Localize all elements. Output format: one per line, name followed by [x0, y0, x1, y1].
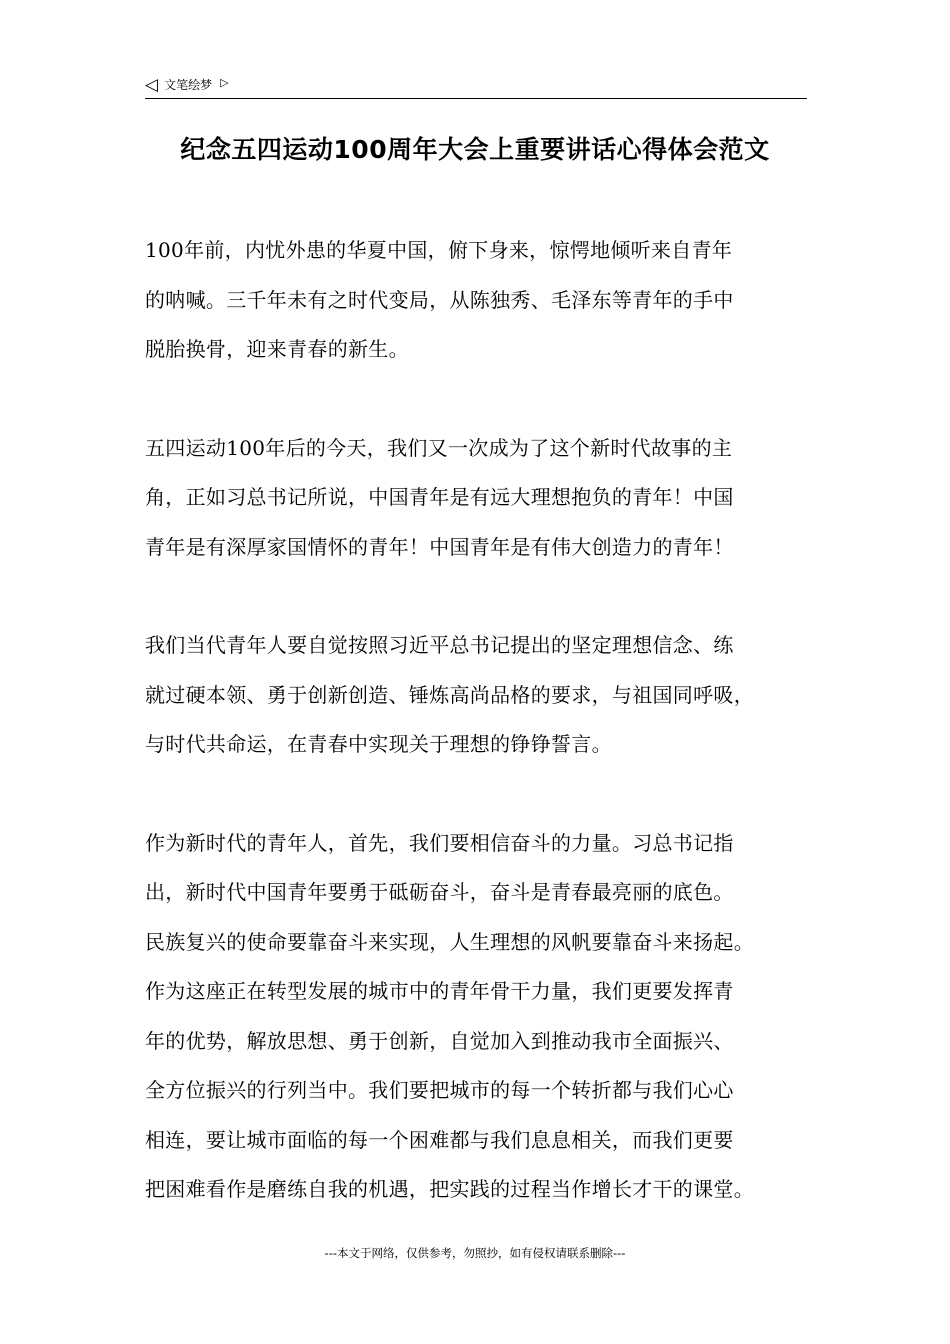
- paragraph-3: [145, 621, 825, 770]
- paragraph-line: 100年前，内忧外患的华夏中国，俯下身来，惊愕地倾听来自青年: [145, 238, 733, 262]
- paragraph-line: 民族复兴的使命要靠奋斗来实现，人生理想的风帆要靠奋斗来扬起。: [145, 929, 754, 954]
- paragraph-line: 五四运动100年后的今天，我们又一次成为了这个新时代故事的主: [145, 435, 733, 460]
- paragraph-line: 把困难看作是磨练自我的机遇，把实践的过程当作增长才干的课堂。: [145, 1177, 754, 1201]
- header-brand: 文笔绘梦: [164, 78, 213, 92]
- paragraph-4: [145, 819, 825, 1215]
- page-header: [145, 72, 807, 99]
- paragraph-line: 作为新时代的青年人，首先，我们要相信奋斗的力量。习总书记指: [145, 830, 734, 855]
- paragraph-line: 相连，要让城市面临的每一个困难都与我们息息相关，而我们更要: [145, 1127, 734, 1152]
- paragraph-line: 脱胎换骨，迎来青春的新生。: [145, 337, 409, 361]
- paragraph-line: 青年是有深厚家国情怀的青年！中国青年是有伟大创造力的青年！: [145, 534, 734, 559]
- paragraph-2: [145, 424, 825, 573]
- paragraph-line: 年的优势，解放思想、勇于创新，自觉加入到推动我市全面振兴、: [145, 1028, 734, 1053]
- paragraph-line: 的呐喊。三千年未有之时代变局，从陈独秀、毛泽东等青年的手中: [145, 287, 734, 312]
- paragraph-line: 出，新时代中国青年要勇于砥砺奋斗，奋斗是青春最亮丽的底色。: [145, 880, 734, 904]
- paragraph-1: [145, 226, 825, 375]
- paragraph-line: 角，正如习总书记所说，中国青年是有远大理想抱负的青年！中国: [145, 485, 734, 509]
- triangle-right-icon: ▷: [220, 75, 229, 89]
- document-body: [145, 226, 825, 1264]
- document-title: 纪念五四运动100周年大会上重要讲话心得体会范文: [180, 135, 770, 164]
- paragraph-line: 与时代共命运，在青春中实现关于理想的铮铮誓言。: [145, 732, 612, 756]
- paragraph-line: 作为这座正在转型发展的城市中的青年骨干力量，我们更要发挥青: [145, 979, 734, 1003]
- paragraph-line: 我们当代青年人要自觉按照习近平总书记提出的坚定理想信念、练: [145, 633, 734, 657]
- paragraph-line: 全方位振兴的行列当中。我们要把城市的每一个转折都与我们心心: [145, 1078, 734, 1102]
- page-footer: ---本文于网络，仅供参考，勿照抄，如有侵权请联系删除---: [324, 1246, 626, 1260]
- paragraph-line: 就过硬本领、勇于创新创造、锤炼高尚品格的要求，与祖国同呼吸，: [145, 682, 754, 707]
- triangle-left-icon: ◁: [145, 74, 159, 95]
